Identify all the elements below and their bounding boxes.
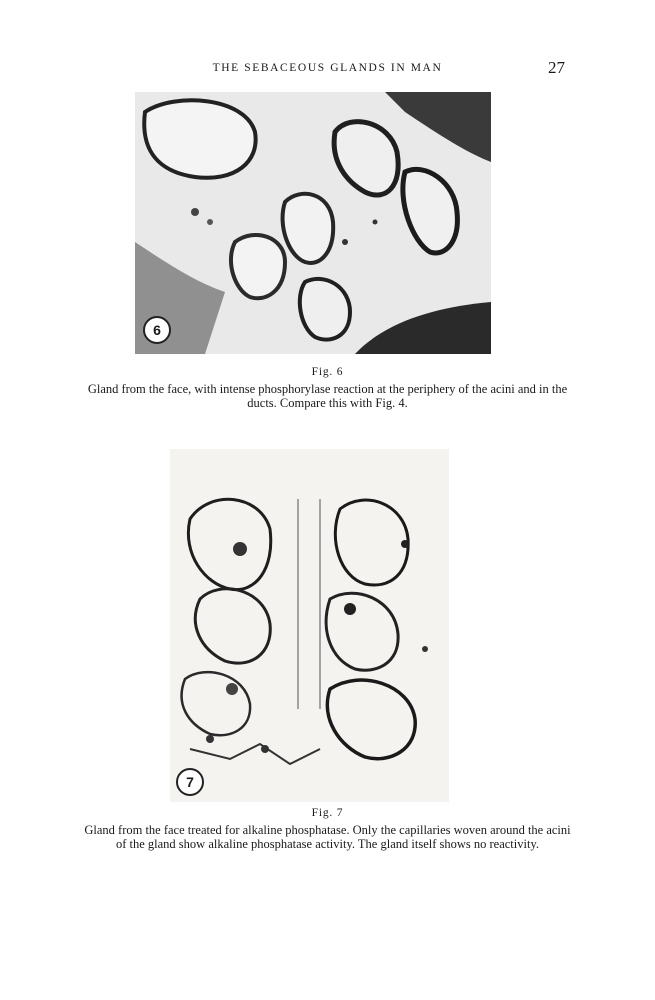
figure-6-label: Fig. 6 <box>311 366 344 378</box>
figure-6-micrograph <box>135 92 491 354</box>
figure-6-image <box>135 92 491 354</box>
figure-6-number-badge: 6 <box>143 316 171 344</box>
figure-7-label: Fig. 7 <box>311 807 344 819</box>
figure-6-caption: Gland from the face, with intense phosphorylase reaction at the periphery of the acini and in the ducts. Compare this with Fig. 4. <box>87 382 568 410</box>
figure-7-image <box>170 449 449 802</box>
figure-7-number-badge: 7 <box>176 768 204 796</box>
figure-7-micrograph <box>170 449 449 802</box>
figure-7-caption: Gland from the face treated for alkaline phosphatase. Only the capillaries woven around the acini of the gland show alkaline phosphatase activity. The gland itself shows no reactivity. <box>84 823 571 851</box>
running-head: THE SEBACEOUS GLANDS IN MAN <box>212 62 443 74</box>
page-number: 27 <box>548 58 565 77</box>
